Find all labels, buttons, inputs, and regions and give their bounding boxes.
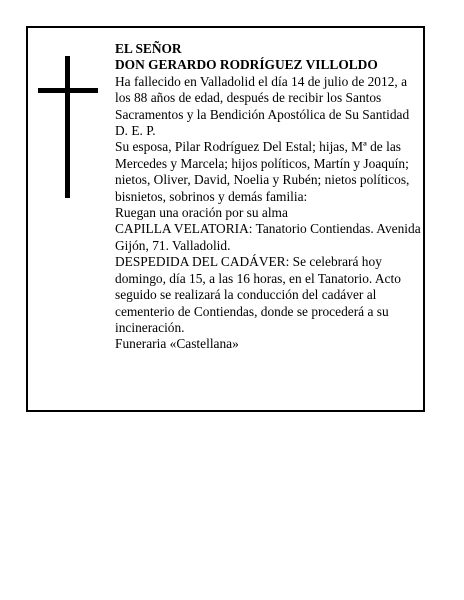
notice-chapel-paragraph: CAPILLA VELATORIA: Tanatorio Contiendas. Avenida Gijón, 71. Valladolid. <box>115 221 421 253</box>
cross-horizontal-bar <box>38 88 98 93</box>
notice-funeral-home: Funeraria «Castellana» <box>115 336 239 352</box>
notice-content <box>115 41 421 353</box>
notice-family-paragraph: Su esposa, Pilar Rodríguez Del Estal; hijas, Mª de las Mercedes y Marcela; hijos políticos, Martín y Joaquín; nietos, Oliver, David, Noelia y Rubén; nietos políticos, bisnietos, sobrinos y demás familia: <box>115 139 410 204</box>
latin-cross-icon <box>38 56 98 198</box>
notice-death-paragraph: Ha fallecido en Valladolid el día 14 de julio de 2012, a los 88 años de edad, después de recibir los Santos Sacramentos y la Bendición Apostólica de Su Santidad D. E. P. <box>115 73 410 139</box>
notice-title-honorific: EL SEÑOR <box>115 41 182 56</box>
notice-prayer-paragraph: Ruegan una oración por su alma <box>115 205 288 221</box>
cross-vertical-bar <box>65 56 70 198</box>
notice-title-name: DON GERARDO RODRÍGUEZ VILLOLDO <box>115 57 378 73</box>
notice-farewell-paragraph: DESPEDIDA DEL CADÁVER: Se celebrará hoy domingo, día 15, a las 16 horas, en el Tanatorio. Acto seguido se realizará la conducción del cadáver al cementerio de Contiendas, donde se procederá a su incineración. <box>115 254 401 335</box>
obituary-notice <box>26 26 425 412</box>
